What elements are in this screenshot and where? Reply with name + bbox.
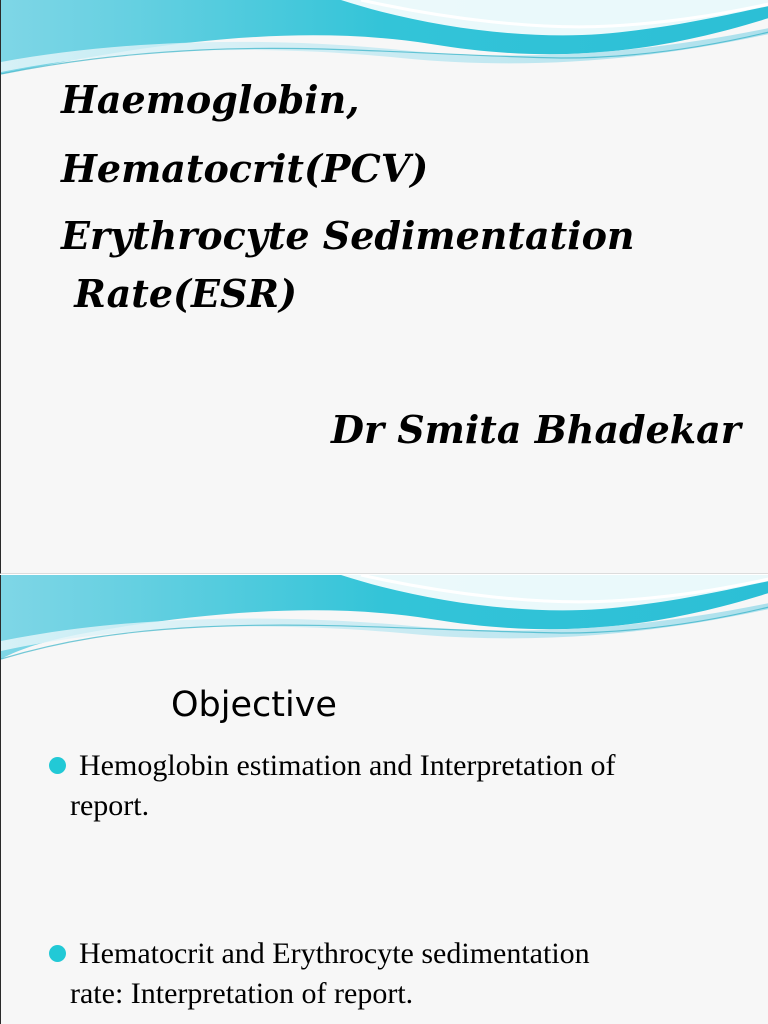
header-wave-decoration: [1, 575, 768, 665]
title-line-4: Rate(ESR): [61, 271, 297, 316]
title-line-2: Hematocrit(PCV): [61, 146, 429, 191]
bullet-item: [49, 934, 739, 1014]
title-line-3: Erythrocyte Sedimentation: [61, 213, 635, 258]
title-line-1: Haemoglobin,: [61, 77, 360, 122]
bullet-text: Hemoglobin estimation and Interpretation of report.: [70, 749, 616, 822]
bullet-dot-icon: [49, 757, 66, 774]
objective-slide: [0, 575, 768, 1024]
bullet-text: Hematocrit and Erythrocyte sedimentation rate: Interpretation of report.: [70, 937, 590, 1010]
objective-heading: Objective: [171, 685, 337, 725]
bullet-item: [49, 746, 739, 826]
bullet-dot-icon: [49, 945, 66, 962]
author-name: Dr Smita Bhadekar: [331, 407, 741, 452]
